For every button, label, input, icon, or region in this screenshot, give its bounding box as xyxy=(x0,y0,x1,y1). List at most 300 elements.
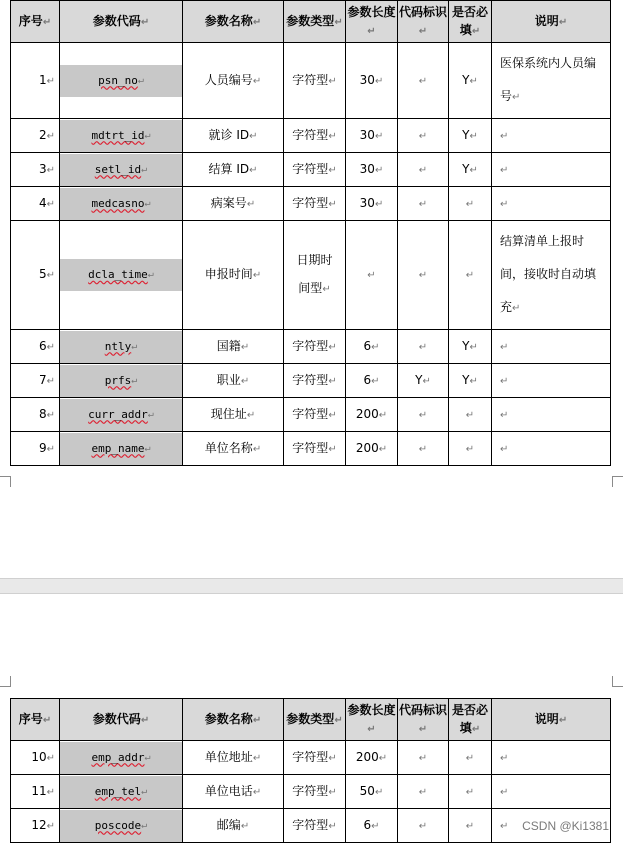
table-row xyxy=(11,364,611,398)
cell-param-type-text: 字符型 xyxy=(292,749,329,764)
cell-param-length xyxy=(346,432,398,466)
table-row xyxy=(11,398,611,432)
column-header xyxy=(398,699,449,741)
paragraph-mark-icon: ↵ xyxy=(418,341,428,353)
param-code-text: mdtrt_id xyxy=(91,128,145,142)
paragraph-mark-icon: ↵ xyxy=(131,374,138,386)
cell-seq xyxy=(11,330,60,364)
param-code-text: setl_id xyxy=(94,162,142,176)
cell-required xyxy=(449,43,492,119)
cell-description xyxy=(492,221,611,330)
paragraph-mark-icon: ↵ xyxy=(371,341,380,353)
cell-param-length xyxy=(346,119,398,153)
cell-param-length xyxy=(346,330,398,364)
paragraph-mark-icon: ↵ xyxy=(512,303,521,314)
cell-param-length-text: 6 xyxy=(363,338,372,353)
cell-seq xyxy=(11,119,60,153)
cell-param-name-text: 病案号 xyxy=(210,195,247,210)
cell-seq xyxy=(11,398,60,432)
cell-param-length xyxy=(346,809,398,843)
page-gap xyxy=(0,578,623,594)
cell-required xyxy=(449,330,492,364)
cell-param-code xyxy=(60,43,183,119)
paragraph-mark-icon: ↵ xyxy=(46,820,55,832)
cell-param-name xyxy=(183,119,284,153)
column-header-text: 参数类型 xyxy=(286,711,335,726)
paragraph-mark-icon: ↵ xyxy=(471,25,481,37)
cell-description xyxy=(492,364,611,398)
paragraph-mark-icon: ↵ xyxy=(252,75,262,87)
cell-param-length-text: 30 xyxy=(359,72,375,87)
cell-param-name xyxy=(183,741,284,775)
table-row xyxy=(11,153,611,187)
paragraph-mark-icon: ↵ xyxy=(422,375,431,387)
paragraph-mark-icon: ↵ xyxy=(378,443,388,455)
parameter-table-1 xyxy=(10,0,611,466)
paragraph-mark-icon: ↵ xyxy=(334,16,343,28)
cell-seq-text: 5 xyxy=(38,267,47,281)
code-shading xyxy=(60,433,182,465)
cell-param-length xyxy=(346,775,398,809)
cell-param-length-text: 200 xyxy=(355,749,379,764)
paragraph-mark-icon: ↵ xyxy=(252,714,262,726)
cell-param-length-text: 30 xyxy=(359,161,375,176)
table-header-row xyxy=(11,1,611,43)
column-header xyxy=(183,1,284,43)
cell-param-length xyxy=(346,187,398,221)
paragraph-mark-icon: ↵ xyxy=(418,820,428,832)
paragraph-mark-icon: ↵ xyxy=(371,820,380,832)
param-code-text: poscode xyxy=(94,818,142,832)
cell-param-name-text: 现住址 xyxy=(210,406,247,421)
cell-param-type-text: 字符型 xyxy=(292,372,329,387)
parameter-table-2 xyxy=(10,698,611,843)
code-shading xyxy=(60,399,182,431)
cell-code-flag xyxy=(398,809,449,843)
column-header-text: 参数类型 xyxy=(286,13,335,28)
cell-description xyxy=(492,432,611,466)
paragraph-mark-icon: ↵ xyxy=(465,270,475,281)
cell-required xyxy=(449,432,492,466)
column-header-text: 序号 xyxy=(18,13,43,28)
cell-param-name xyxy=(183,221,284,330)
cell-param-type xyxy=(284,432,346,466)
page-corner-mark xyxy=(0,676,11,687)
table-row xyxy=(11,221,611,330)
param-code-text: emp_addr xyxy=(91,750,145,764)
cell-param-length-text: 30 xyxy=(359,195,375,210)
paragraph-mark-icon: ↵ xyxy=(418,75,428,87)
cell-param-length-text: 6 xyxy=(363,817,372,832)
column-header-text: 参数长度 xyxy=(347,702,396,717)
cell-param-code xyxy=(60,775,183,809)
table-row xyxy=(11,119,611,153)
paragraph-mark-icon: ↵ xyxy=(512,92,521,103)
cell-param-code xyxy=(60,809,183,843)
paragraph-mark-icon: ↵ xyxy=(465,198,475,210)
column-header xyxy=(346,1,398,43)
cell-param-name-text: 单位电话 xyxy=(204,783,253,798)
paragraph-mark-icon: ↵ xyxy=(140,714,150,726)
cell-seq xyxy=(11,43,60,119)
cell-param-name-text: 职业 xyxy=(216,372,241,387)
paragraph-mark-icon: ↵ xyxy=(240,375,250,387)
code-shading xyxy=(60,65,182,97)
paragraph-mark-icon: ↵ xyxy=(500,130,509,142)
cell-param-type-text: 字符型 xyxy=(292,195,329,210)
paragraph-mark-icon: ↵ xyxy=(500,786,509,798)
cell-seq xyxy=(11,741,60,775)
paragraph-mark-icon: ↵ xyxy=(371,375,380,387)
column-header xyxy=(492,699,611,741)
paragraph-mark-icon: ↵ xyxy=(367,270,376,281)
cell-code-flag xyxy=(398,775,449,809)
cell-code-flag xyxy=(398,741,449,775)
paragraph-mark-icon: ↵ xyxy=(144,751,151,763)
paragraph-mark-icon: ↵ xyxy=(418,164,428,176)
code-shading xyxy=(60,154,182,186)
cell-required xyxy=(449,775,492,809)
cell-required-text: Y xyxy=(462,72,470,87)
table-row xyxy=(11,43,611,119)
column-header-text: 是否必填 xyxy=(451,4,488,37)
cell-param-name xyxy=(183,398,284,432)
watermark: CSDN @Ki1381 xyxy=(522,819,609,833)
column-header xyxy=(398,1,449,43)
cell-seq xyxy=(11,432,60,466)
cell-seq xyxy=(11,809,60,843)
column-header-text: 参数名称 xyxy=(204,711,253,726)
cell-required-text: Y xyxy=(462,161,470,176)
column-header xyxy=(449,699,492,741)
cell-description-text: 医保系统内人员编号 xyxy=(500,56,597,103)
column-header-text: 说明 xyxy=(534,711,559,726)
column-header-text: 代码标识 xyxy=(398,4,447,19)
paragraph-mark-icon: ↵ xyxy=(249,130,258,142)
cell-required xyxy=(449,809,492,843)
cell-param-code xyxy=(60,741,183,775)
cell-description-text: 结算清单上报时间，接收时自动填充 xyxy=(500,234,597,314)
column-header xyxy=(492,1,611,43)
param-code-text: emp_name xyxy=(91,441,145,455)
column-header xyxy=(11,699,60,741)
cell-param-type xyxy=(284,187,346,221)
paragraph-mark-icon: ↵ xyxy=(46,375,55,387)
cell-param-type xyxy=(284,398,346,432)
paragraph-mark-icon: ↵ xyxy=(46,341,55,353)
paragraph-mark-icon: ↵ xyxy=(418,270,428,281)
cell-param-code xyxy=(60,221,183,330)
paragraph-mark-icon: ↵ xyxy=(144,442,151,454)
cell-code-flag xyxy=(398,221,449,330)
paragraph-mark-icon: ↵ xyxy=(500,375,509,387)
cell-seq-text: 7 xyxy=(38,372,47,387)
cell-description xyxy=(492,330,611,364)
column-header xyxy=(60,1,183,43)
cell-seq-text: 2 xyxy=(38,127,47,142)
paragraph-mark-icon: ↵ xyxy=(328,341,337,353)
paragraph-mark-icon: ↵ xyxy=(469,75,478,87)
column-header xyxy=(346,699,398,741)
cell-seq-text: 4 xyxy=(38,195,47,210)
paragraph-mark-icon: ↵ xyxy=(46,75,55,87)
paragraph-mark-icon: ↵ xyxy=(558,714,568,726)
cell-param-name-text: 就诊 ID xyxy=(208,127,250,142)
paragraph-mark-icon: ↵ xyxy=(252,16,262,28)
cell-param-name xyxy=(183,43,284,119)
paragraph-mark-icon: ↵ xyxy=(367,723,376,735)
code-shading xyxy=(60,331,182,363)
cell-param-length-text: 200 xyxy=(355,406,379,421)
column-header-text: 是否必填 xyxy=(451,702,488,735)
cell-param-code xyxy=(60,187,183,221)
cell-param-name-text: 邮编 xyxy=(216,817,241,832)
paragraph-mark-icon: ↵ xyxy=(144,129,151,141)
paragraph-mark-icon: ↵ xyxy=(46,752,55,764)
cell-required-text: Y xyxy=(462,372,470,387)
paragraph-mark-icon: ↵ xyxy=(328,130,337,142)
cell-required xyxy=(449,119,492,153)
paragraph-mark-icon: ↵ xyxy=(418,130,428,142)
paragraph-mark-icon: ↵ xyxy=(46,786,55,798)
column-header-text: 参数代码 xyxy=(92,13,141,28)
param-code-text: dcla_time xyxy=(88,268,148,281)
paragraph-mark-icon: ↵ xyxy=(465,820,475,832)
column-header xyxy=(284,1,346,43)
column-header xyxy=(284,699,346,741)
cell-param-type-text: 字符型 xyxy=(292,161,329,176)
paragraph-mark-icon: ↵ xyxy=(374,164,384,176)
column-header-text: 参数名称 xyxy=(204,13,253,28)
code-shading xyxy=(60,120,182,152)
paragraph-mark-icon: ↵ xyxy=(147,408,154,420)
paragraph-mark-icon: ↵ xyxy=(328,164,337,176)
cell-param-name-text: 人员编号 xyxy=(204,72,253,87)
cell-param-type-text: 字符型 xyxy=(292,783,329,798)
paragraph-mark-icon: ↵ xyxy=(147,269,154,280)
paragraph-mark-icon: ↵ xyxy=(500,409,509,421)
cell-description xyxy=(492,119,611,153)
paragraph-mark-icon: ↵ xyxy=(328,786,337,798)
paragraph-mark-icon: ↵ xyxy=(418,786,428,798)
cell-param-name xyxy=(183,809,284,843)
paragraph-mark-icon: ↵ xyxy=(418,409,428,421)
paragraph-mark-icon: ↵ xyxy=(469,164,478,176)
cell-seq-text: 3 xyxy=(38,161,47,176)
code-shading xyxy=(60,776,182,808)
cell-param-type xyxy=(284,809,346,843)
cell-required xyxy=(449,741,492,775)
cell-required xyxy=(449,221,492,330)
paragraph-mark-icon: ↵ xyxy=(374,75,384,87)
paragraph-mark-icon: ↵ xyxy=(246,409,256,421)
cell-required xyxy=(449,398,492,432)
cell-seq xyxy=(11,187,60,221)
cell-param-type-text: 字符型 xyxy=(292,817,329,832)
column-header xyxy=(183,699,284,741)
cell-param-name-text: 国籍 xyxy=(216,338,241,353)
cell-param-code xyxy=(60,398,183,432)
cell-param-type-text: 字符型 xyxy=(292,338,329,353)
paragraph-mark-icon: ↵ xyxy=(240,820,250,832)
paragraph-mark-icon: ↵ xyxy=(252,270,262,281)
paragraph-mark-icon: ↵ xyxy=(46,409,55,421)
paragraph-mark-icon: ↵ xyxy=(469,130,478,142)
cell-param-code xyxy=(60,364,183,398)
column-header-text: 参数代码 xyxy=(92,711,141,726)
cell-param-type xyxy=(284,221,346,330)
cell-param-name xyxy=(183,775,284,809)
document-page-2 xyxy=(0,594,623,839)
param-code-text: curr_addr xyxy=(88,407,148,421)
table-row xyxy=(11,775,611,809)
cell-seq-text: 8 xyxy=(38,406,47,421)
paragraph-mark-icon: ↵ xyxy=(46,198,55,210)
page-corner-mark xyxy=(612,676,623,687)
paragraph-mark-icon: ↵ xyxy=(378,752,388,764)
paragraph-mark-icon: ↵ xyxy=(328,820,337,832)
column-header-text: 说明 xyxy=(534,13,559,28)
cell-param-length-text: 30 xyxy=(359,127,375,142)
paragraph-mark-icon: ↵ xyxy=(137,74,144,86)
cell-param-length xyxy=(346,364,398,398)
paragraph-mark-icon: ↵ xyxy=(246,198,256,210)
paragraph-mark-icon: ↵ xyxy=(500,752,509,764)
cell-param-name xyxy=(183,153,284,187)
cell-required xyxy=(449,187,492,221)
cell-description xyxy=(492,775,611,809)
paragraph-mark-icon: ↵ xyxy=(378,409,388,421)
cell-required xyxy=(449,153,492,187)
paragraph-mark-icon: ↵ xyxy=(46,164,55,176)
cell-param-length xyxy=(346,153,398,187)
paragraph-mark-icon: ↵ xyxy=(374,198,384,210)
cell-code-flag xyxy=(398,432,449,466)
cell-param-code xyxy=(60,119,183,153)
paragraph-mark-icon: ↵ xyxy=(252,443,262,455)
cell-seq-text: 12 xyxy=(31,817,47,832)
cell-code-flag-text: Y xyxy=(415,372,423,387)
paragraph-mark-icon: ↵ xyxy=(144,197,151,209)
column-header xyxy=(11,1,60,43)
paragraph-mark-icon: ↵ xyxy=(418,443,428,455)
cell-param-type xyxy=(284,119,346,153)
cell-seq xyxy=(11,364,60,398)
cell-param-code xyxy=(60,432,183,466)
paragraph-mark-icon: ↵ xyxy=(141,785,148,797)
paragraph-mark-icon: ↵ xyxy=(367,25,376,37)
paragraph-mark-icon: ↵ xyxy=(328,752,337,764)
paragraph-mark-icon: ↵ xyxy=(374,130,384,142)
cell-description xyxy=(492,398,611,432)
paragraph-mark-icon: ↵ xyxy=(252,752,262,764)
paragraph-mark-icon: ↵ xyxy=(465,409,475,421)
cell-seq xyxy=(11,775,60,809)
paragraph-mark-icon: ↵ xyxy=(328,75,337,87)
cell-param-type-text: 日期时间型 xyxy=(296,253,333,295)
paragraph-mark-icon: ↵ xyxy=(328,375,337,387)
column-header xyxy=(449,1,492,43)
cell-seq-text: 6 xyxy=(38,338,47,353)
cell-param-type xyxy=(284,43,346,119)
paragraph-mark-icon: ↵ xyxy=(46,130,55,142)
paragraph-mark-icon: ↵ xyxy=(374,786,384,798)
paragraph-mark-icon: ↵ xyxy=(252,786,262,798)
table-row xyxy=(11,809,611,843)
cell-param-type xyxy=(284,153,346,187)
paragraph-mark-icon: ↵ xyxy=(500,820,509,832)
cell-required-text: Y xyxy=(462,338,470,353)
cell-param-name xyxy=(183,330,284,364)
cell-description xyxy=(492,741,611,775)
cell-seq xyxy=(11,153,60,187)
cell-param-type xyxy=(284,775,346,809)
paragraph-mark-icon: ↵ xyxy=(500,443,509,455)
paragraph-mark-icon: ↵ xyxy=(322,284,331,295)
paragraph-mark-icon: ↵ xyxy=(249,164,258,176)
cell-param-type-text: 字符型 xyxy=(292,406,329,421)
cell-param-type xyxy=(284,741,346,775)
cell-code-flag xyxy=(398,187,449,221)
paragraph-mark-icon: ↵ xyxy=(141,819,148,831)
cell-param-length-text: 50 xyxy=(359,783,375,798)
paragraph-mark-icon: ↵ xyxy=(558,16,568,28)
paragraph-mark-icon: ↵ xyxy=(500,341,509,353)
cell-param-length-text: 200 xyxy=(355,440,379,455)
cell-code-flag xyxy=(398,398,449,432)
cell-description xyxy=(492,43,611,119)
paragraph-mark-icon: ↵ xyxy=(418,723,428,735)
param-code-text: psn_no xyxy=(98,73,138,87)
paragraph-mark-icon: ↵ xyxy=(141,163,148,175)
table-row xyxy=(11,432,611,466)
param-code-text: prfs xyxy=(104,373,132,387)
cell-param-code xyxy=(60,330,183,364)
column-header-text: 参数长度 xyxy=(347,4,396,19)
cell-param-name-text: 申报时间 xyxy=(204,267,253,281)
cell-param-type-text: 字符型 xyxy=(292,440,329,455)
column-header-text: 代码标识 xyxy=(398,702,447,717)
code-shading xyxy=(60,742,182,774)
param-code-text: ntly xyxy=(104,339,132,353)
cell-param-name-text: 单位地址 xyxy=(204,749,253,764)
cell-param-length xyxy=(346,221,398,330)
paragraph-mark-icon: ↵ xyxy=(328,409,337,421)
column-header xyxy=(60,699,183,741)
cell-seq-text: 11 xyxy=(31,783,47,798)
paragraph-mark-icon: ↵ xyxy=(465,752,475,764)
paragraph-mark-icon: ↵ xyxy=(42,16,52,28)
cell-param-code xyxy=(60,153,183,187)
table-row xyxy=(11,330,611,364)
code-shading xyxy=(60,365,182,397)
paragraph-mark-icon: ↵ xyxy=(240,341,250,353)
cell-param-length xyxy=(346,43,398,119)
cell-description xyxy=(492,153,611,187)
paragraph-mark-icon: ↵ xyxy=(42,714,52,726)
page-corner-mark xyxy=(612,476,623,487)
paragraph-mark-icon: ↵ xyxy=(334,714,343,726)
param-code-text: emp_tel xyxy=(94,784,142,798)
cell-param-length-text: 6 xyxy=(363,372,372,387)
cell-param-type-text: 字符型 xyxy=(292,72,329,87)
cell-param-type xyxy=(284,330,346,364)
cell-required xyxy=(449,364,492,398)
cell-param-name-text: 结算 ID xyxy=(208,161,250,176)
paragraph-mark-icon: ↵ xyxy=(328,198,337,210)
cell-code-flag xyxy=(398,43,449,119)
paragraph-mark-icon: ↵ xyxy=(131,340,138,352)
